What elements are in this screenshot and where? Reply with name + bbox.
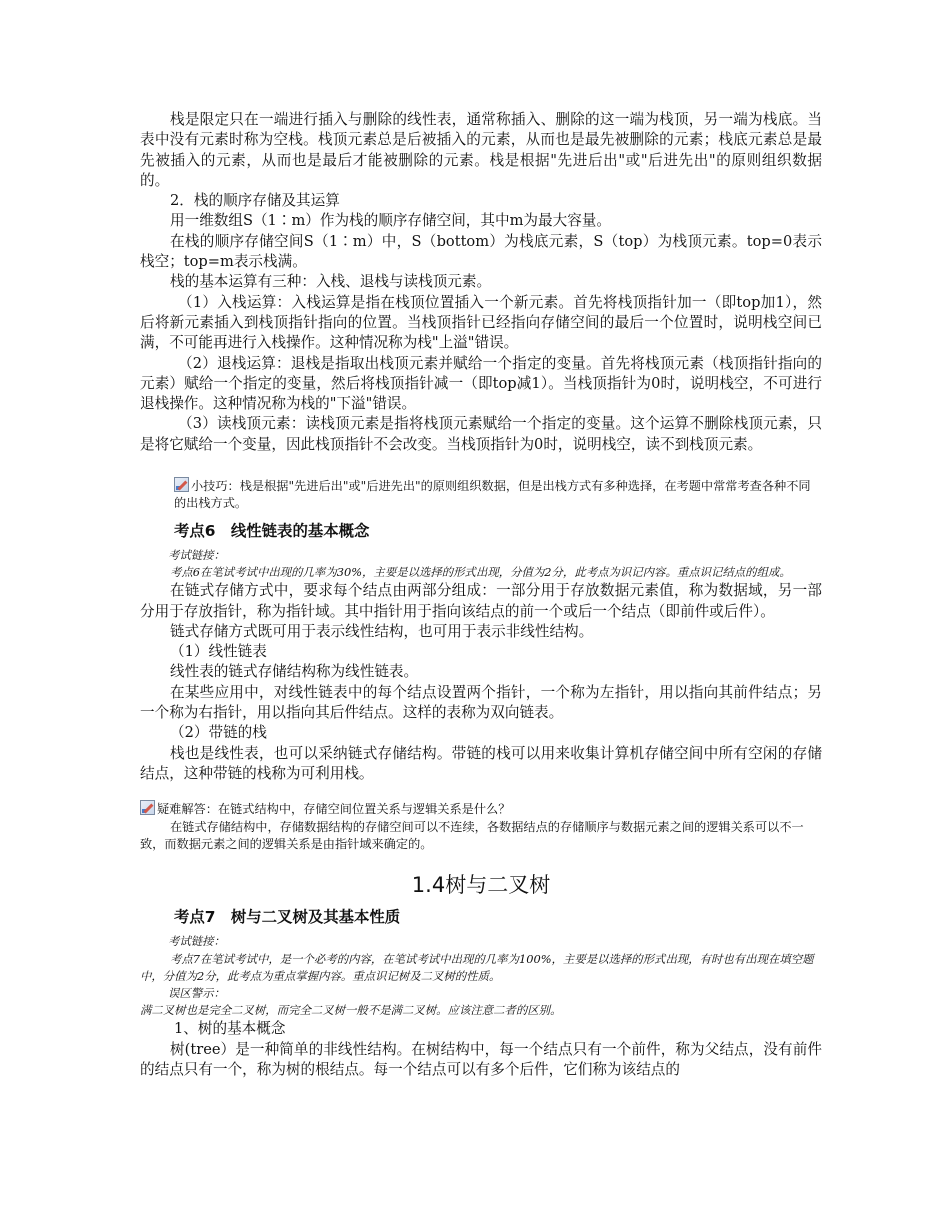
paragraph: 链式存储方式既可用于表示线性结构，也可用于表示非线性结构。: [170, 622, 594, 640]
paragraph: 在某些应用中，对线性链表中的每个结点设置两个指针，一个称为左指针，用以指向其前件结点；另一个称为右指针，用以指向其后件结点。这样的表称为双向链表。: [140, 683, 822, 722]
section-heading-kp6: 考点6 线性链表的基本概念: [174, 521, 370, 540]
faq-question-text: 疑难解答：在链式结构中，存储空间位置关系与逻辑关系是什么？: [157, 802, 511, 817]
faq-question: [140, 800, 822, 818]
subheading-tree-basics: 1、树的基本概念: [174, 1020, 286, 1038]
warning-label: 误区警示：: [168, 986, 225, 1001]
exam-link-text: 考点7在笔试考试中，是一个必考的内容，在笔试考试中出现的几率为100%，主要是以选择的形式出现，有时也有出现在填空题中，分值为2分，此考点为重点掌握内容。重点识记树及二叉树的性质。: [140, 951, 814, 983]
paragraph: 在链式存储方式中，要求每个结点由两部分组成：一部分用于存放数据元素值，称为数据域，另一部分用于存放指针，称为指针域。其中指针用于指向该结点的前一个或后一个结点（即前件或后件）。: [140, 582, 822, 620]
document-body: [140, 110, 822, 1080]
paragraph: 用一维数组S（1∶m）作为栈的顺序存储空间，其中m为最大容量。: [170, 212, 611, 230]
image-placeholder-icon: [140, 800, 155, 815]
paragraph: 在栈的顺序存储空间S（1∶m）中，S（bottom）为栈底元素，S（top）为栈顶元素。top=0表示栈空；top=m表示栈满。: [140, 232, 822, 271]
pop-operation-paragraph: （2）退栈运算：退栈是指取出栈顶元素并赋给一个指定的变量。首先将栈顶元素（栈顶指针指向的元素）赋给一个指定的变量，然后将栈顶指针减一（即top减1）。当栈顶指针为0时，说明栈空，不可进行退栈操作。这种情况称为栈的"下溢"错误。: [140, 354, 822, 413]
subheading-linear-list: （1）线性链表: [170, 643, 267, 661]
section-heading-kp7: 考点7 树与二叉树及其基本性质: [174, 908, 401, 927]
stack-definition-paragraph: 栈是限定只在一端进行插入与删除的线性表，通常称插入、删除的这一端为栈顶，另一端为栈底。当表中没有元素时称为空栈。栈顶元素总是后被插入的元素，从而也是最先被删除的元素；栈底元素总是最先被插入的元素，从而也是最后才能被删除的元素。栈是根据"先进后出"或"后进先出"的原则组织数据的。: [140, 111, 822, 189]
image-placeholder-icon: [174, 477, 189, 492]
subheading-linked-stack: （2）带链的栈: [170, 724, 267, 742]
paragraph: 线性表的链式存储结构称为线性链表。: [170, 663, 419, 681]
tip-note: [140, 477, 822, 513]
push-operation-paragraph: （1）入栈运算：入栈运算是指在栈顶位置插入一个新元素。首先将栈顶指针加一（即top加1），然后将新元素插入到栈顶指针指向的位置。当栈顶指针已经指向存储空间的最后一个位置时，说明栈空间已满，不可能再进行入栈操作。这种情况称为栈"上溢"错误。: [140, 293, 822, 352]
exam-link-label: 考试链接：: [168, 934, 225, 949]
paragraph: 树(tree）是一种简单的非线性结构。在树结构中，每一个结点只有一个前件，称为父结点，没有前件的结点只有一个，称为树的根结点。每一个结点可以有多个后件，它们称为该结点的: [140, 1040, 822, 1079]
paragraph: 栈的基本运算有三种：入栈、退栈与读栈顶元素。: [170, 273, 492, 291]
read-top-paragraph: （3）读栈顶元素：读栈顶元素是指将栈顶元素赋给一个指定的变量。这个运算不删除栈顶元素，只是将它赋给一个变量，因此栈顶指针不会改变。当栈顶指针为0时，说明栈空，读不到栈顶元素。: [140, 415, 822, 453]
tip-text: 小技巧：栈是根据"先进后出"或"后进先出"的原则组织数据，但是出栈方式有多种选择，在考题中常常考查各种不同的出栈方式。: [174, 479, 811, 511]
faq-answer: 在链式存储结构中，存储数据结构的存储空间可以不连续，各数据结点的存储顺序与数据元素之间的逻辑关系可以不一致，而数据元素之间的逻辑关系是由指针域来确定的。: [140, 819, 804, 852]
chapter-heading: 1.4树与二叉树: [411, 873, 551, 898]
exam-link-label: 考试链接：: [168, 547, 225, 562]
warning-text: 满二叉树也是完全二叉树，而完全二叉树一般不是满二叉树。应该注意二者的区别。: [140, 1003, 562, 1018]
paragraph: 栈也是线性表，也可以采纳链式存储结构。带链的栈可以用来收集计算机存储空间中所有空闲的存储结点，这种带链的栈称为可利用栈。: [140, 744, 822, 782]
subheading-stack-sequential: 2．栈的顺序存储及其运算: [170, 192, 340, 210]
exam-link-text: 考点6在笔试考试中出现的几率为30%，主要是以选择的形式出现，分值为2分，此考点为识记内容。重点识记结点的组成。: [170, 565, 791, 580]
